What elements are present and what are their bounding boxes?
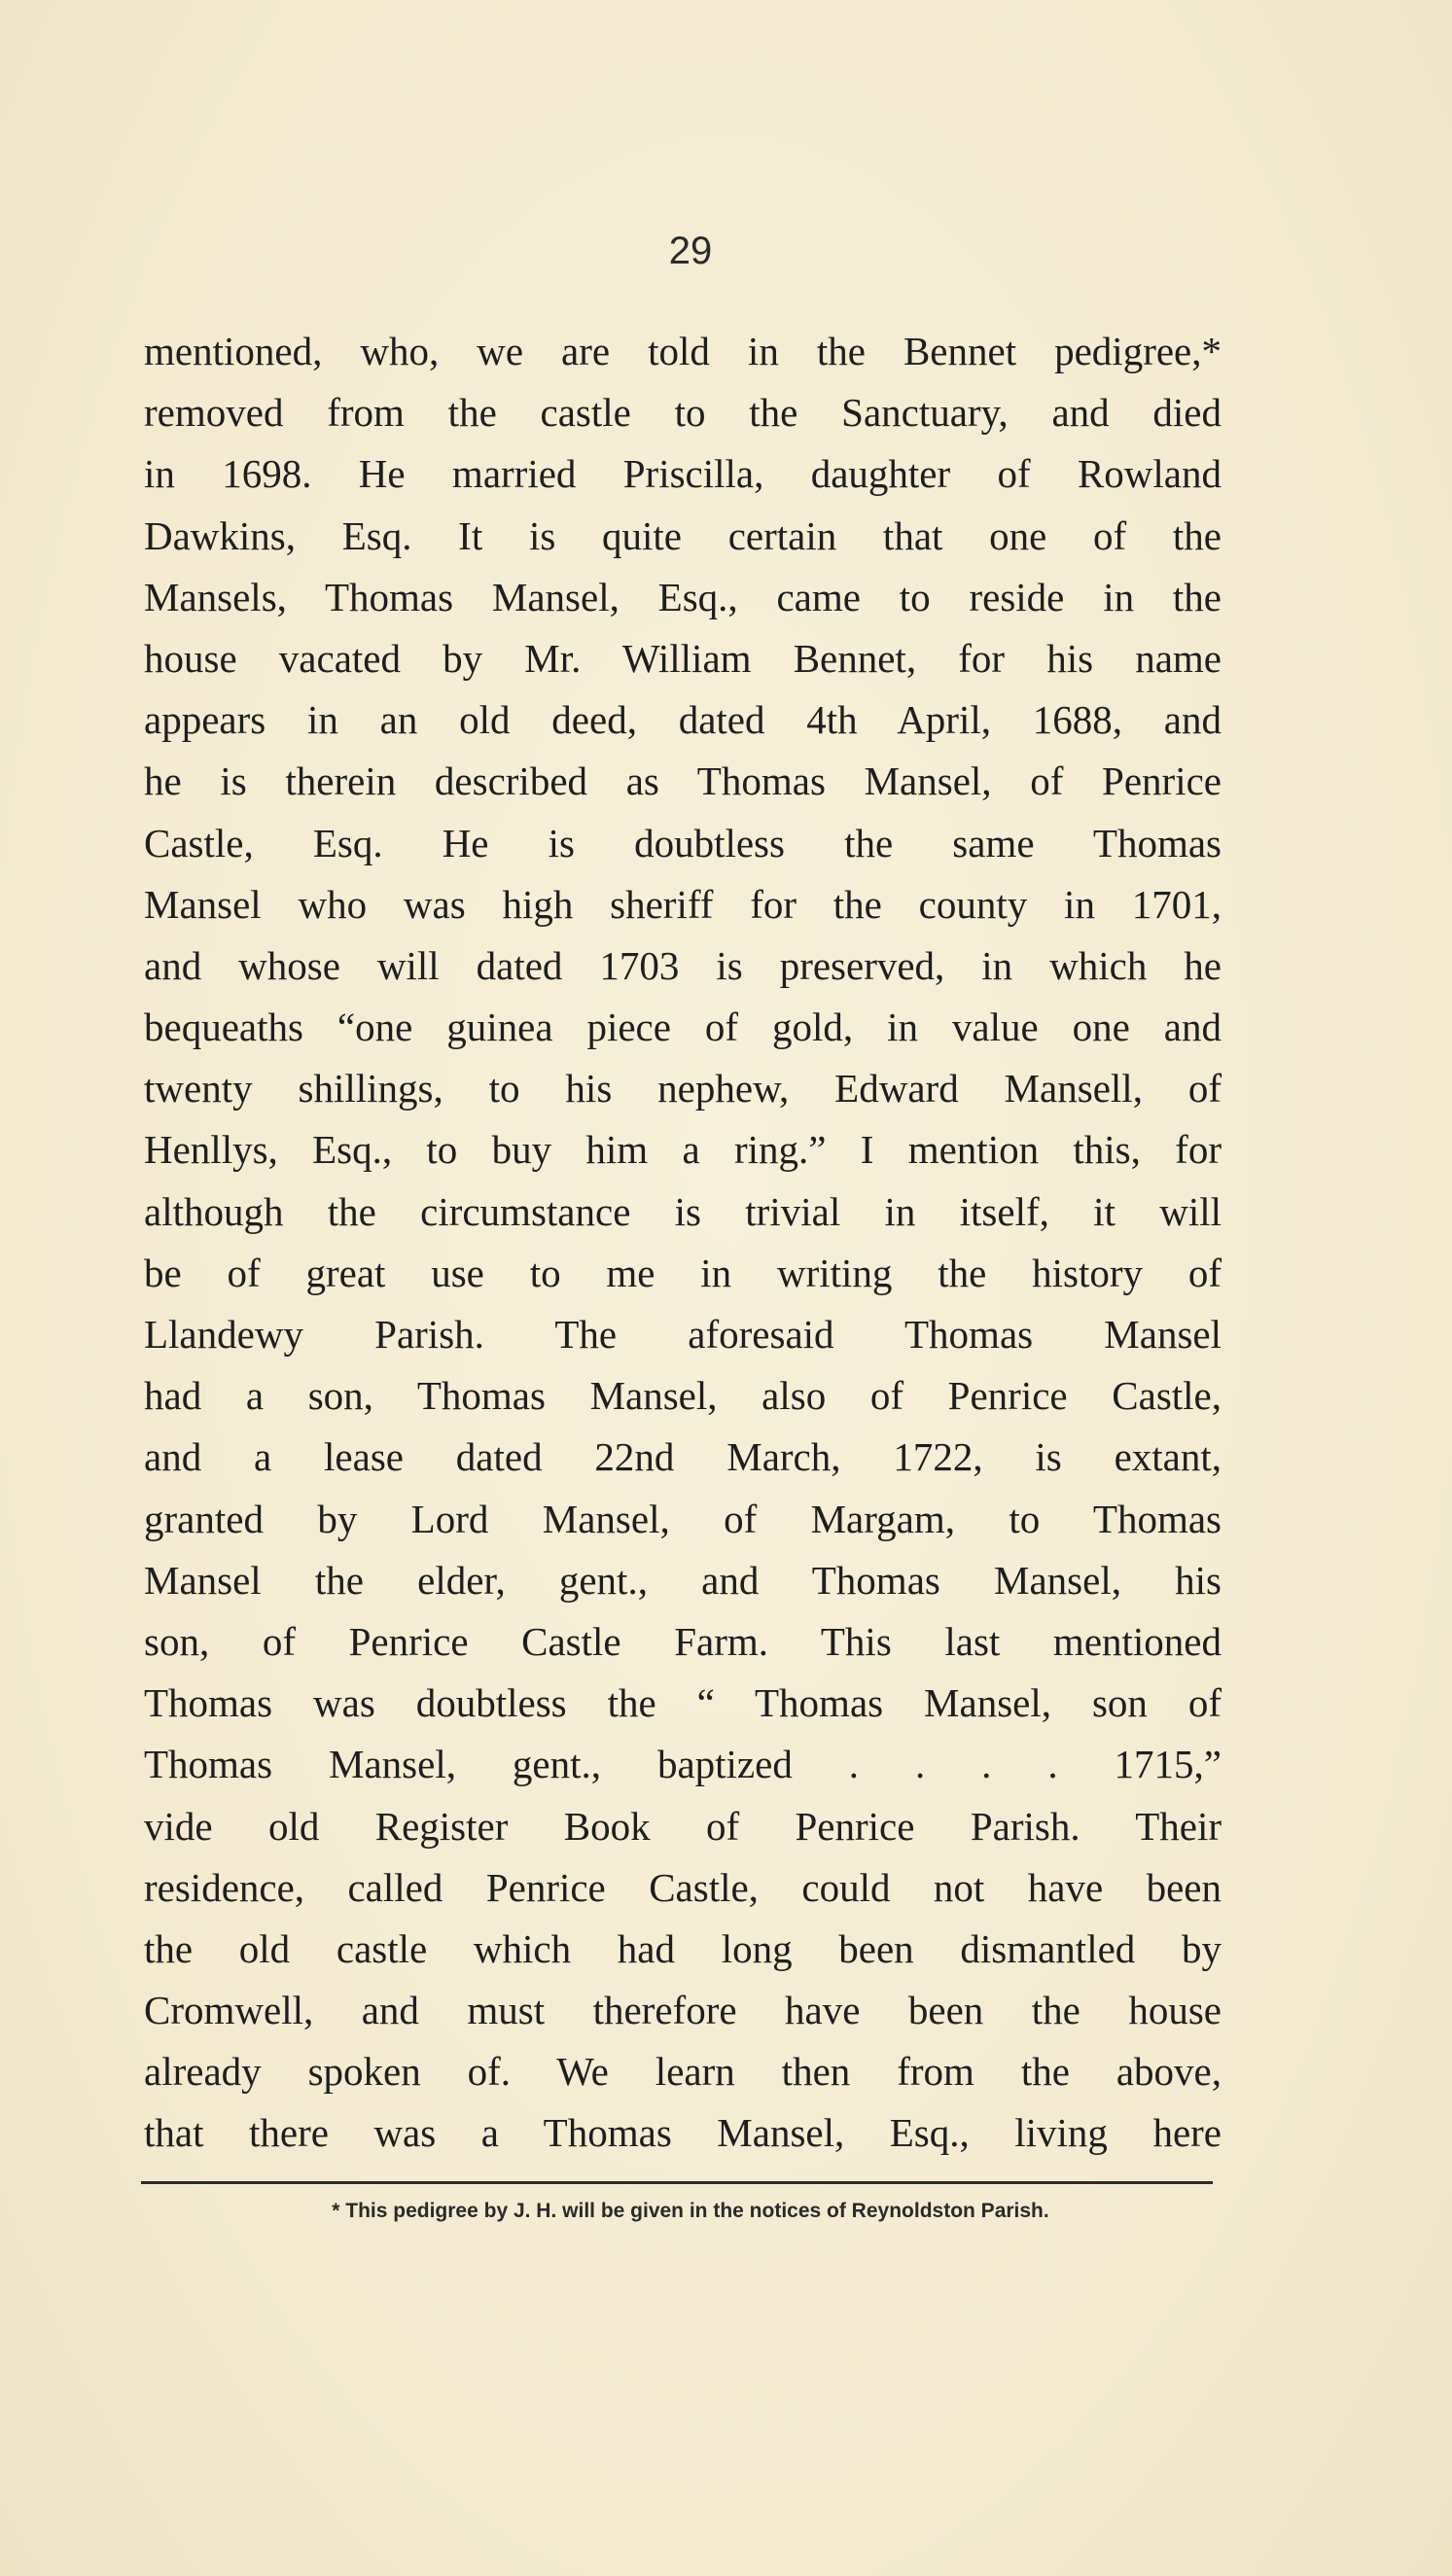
text-line: Llandewy Parish. The aforesaid Thomas Mansel (144, 1312, 1222, 1357)
page-number: 29 (668, 229, 713, 272)
text-line: bequeaths “one guinea piece of gold, in value one and (144, 1005, 1222, 1050)
text-line: be of great use to me in writing the history of (144, 1250, 1222, 1295)
text-line: twenty shillings, to his nephew, Edward Mansell, of (144, 1066, 1222, 1112)
text-line: appears in an old deed, dated 4th April, 1688, and (144, 697, 1222, 743)
text-line: already spoken of. We learn then from the above, (144, 2049, 1222, 2095)
text-line: Thomas was doubtless the “ Thomas Mansel, son of (144, 1680, 1222, 1726)
text-line: although the circumstance is trivial in itself, it will (144, 1188, 1222, 1234)
text-line: Thomas Mansel, gent., baptized . . . . 1715,” (144, 1742, 1222, 1787)
text-line: that there was a Thomas Mansel, Esq., living here (144, 2110, 1222, 2156)
text-line: Mansel who was high sheriff for the county in 1701, (144, 881, 1222, 927)
text-line: and a lease dated 22nd March, 1722, is extant, (144, 1434, 1222, 1480)
text-line: had a son, Thomas Mansel, also of Penrice Castle, (144, 1373, 1222, 1419)
text-line: he is therein described as Thomas Mansel, of Penrice (144, 759, 1222, 804)
text-line: house vacated by Mr. William Bennet, for his name (144, 635, 1222, 681)
text-line: granted by Lord Mansel, of Margam, to Thomas (144, 1496, 1222, 1541)
text-line: Mansel the elder, gent., and Thomas Mansel, his (144, 1557, 1222, 1603)
text-line: vide old Register Book of Penrice Parish. Their (144, 1803, 1222, 1849)
text-line: the old castle which had long been dismantled by (144, 1925, 1222, 1971)
text-line: Castle, Esq. He is doubtless the same Thomas (144, 820, 1222, 865)
text-line: son, of Penrice Castle Farm. This last mentioned (144, 1618, 1222, 1664)
text-line: mentioned, who, we are told in the Bennet pedigree,* (144, 329, 1222, 373)
text-line: removed from the castle to the Sanctuary, and died (144, 390, 1222, 436)
text-line: in 1698. He married Priscilla, daughter of Rowland (144, 451, 1222, 497)
text-line: Henllys, Esq., to buy him a ring.” I mention this, for (144, 1127, 1222, 1173)
footnote: * This pedigree by J. H. will be given in the notices of Reynoldston Parish. (332, 2200, 1049, 2222)
text-line: Dawkins, Esq. It is quite certain that one of the (144, 512, 1222, 558)
text-line: Cromwell, and must therefore have been the house (144, 1988, 1222, 2033)
text-line: residence, called Penrice Castle, could not have been (144, 1864, 1222, 1910)
text-line: and whose will dated 1703 is preserved, in which he (144, 942, 1222, 988)
body-text (144, 321, 1222, 2165)
text-line: Mansels, Thomas Mansel, Esq., came to reside in the (144, 574, 1222, 619)
footnote-divider (141, 2181, 1213, 2184)
